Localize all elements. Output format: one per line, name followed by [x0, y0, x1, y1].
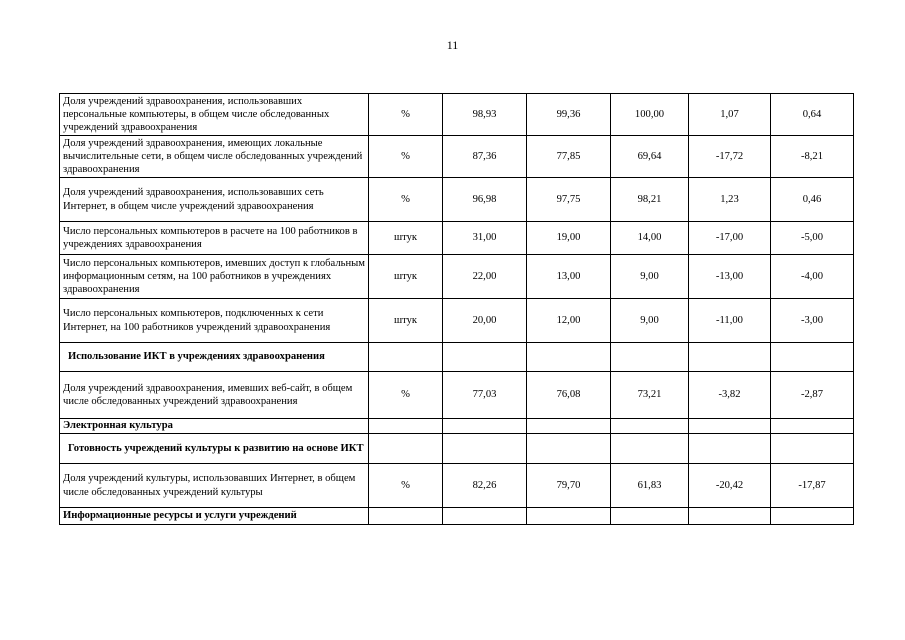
value-cell: 20,00 — [443, 299, 527, 343]
change-cell: 0,64 — [771, 94, 854, 136]
value-cell: 96,98 — [443, 178, 527, 222]
change-cell: 0,46 — [771, 178, 854, 222]
value-cell: 82,26 — [443, 464, 527, 508]
table-row — [60, 136, 854, 178]
change-cell: -4,00 — [771, 255, 854, 299]
value-cell — [611, 434, 689, 464]
change-cell: -17,72 — [689, 136, 771, 178]
value-cell: 77,03 — [443, 372, 527, 419]
change-cell: -3,00 — [771, 299, 854, 343]
value-cell: 98,21 — [611, 178, 689, 222]
value-cell — [527, 434, 611, 464]
value-cell: 12,00 — [527, 299, 611, 343]
value-cell: 79,70 — [527, 464, 611, 508]
unit-cell: % — [369, 372, 443, 419]
change-cell — [689, 419, 771, 434]
table-row — [60, 372, 854, 419]
change-cell: -3,82 — [689, 372, 771, 419]
value-cell: 69,64 — [611, 136, 689, 178]
unit-cell: штук — [369, 222, 443, 255]
change-cell — [771, 508, 854, 525]
value-cell: 22,00 — [443, 255, 527, 299]
value-cell: 100,00 — [611, 94, 689, 136]
indicator-cell: Доля учреждений здравоохранения, использовавших сеть Интернет, в общем числе учреждений здравоохранения — [60, 178, 369, 222]
section-heading: Готовность учреждений культуры к развитию на основе ИКТ — [60, 434, 369, 464]
value-cell: 9,00 — [611, 299, 689, 343]
unit-cell: % — [369, 464, 443, 508]
change-cell: -2,87 — [771, 372, 854, 419]
change-cell: 1,07 — [689, 94, 771, 136]
indicator-cell: Доля учреждений здравоохранения, имевших веб-сайт, в общем числе обследованных учреждений здравоохранения — [60, 372, 369, 419]
section-heading: Электронная культура — [60, 419, 369, 434]
table-row — [60, 178, 854, 222]
value-cell — [611, 508, 689, 525]
value-cell: 98,93 — [443, 94, 527, 136]
change-cell — [689, 434, 771, 464]
table-row — [60, 94, 854, 136]
value-cell: 76,08 — [527, 372, 611, 419]
value-cell: 9,00 — [611, 255, 689, 299]
unit-cell — [369, 508, 443, 525]
change-cell — [771, 343, 854, 372]
change-cell — [689, 343, 771, 372]
value-cell — [611, 343, 689, 372]
indicator-cell: Число персональных компьютеров, подключенных к сети Интернет, на 100 работников учреждений здравоохранения — [60, 299, 369, 343]
indicator-cell: Число персональных компьютеров, имевших доступ к глобальным информационным сетям, на 100 работников в учреждениях здравоохранения — [60, 255, 369, 299]
section-row — [60, 434, 854, 464]
table-row — [60, 222, 854, 255]
value-cell — [527, 343, 611, 372]
value-cell: 19,00 — [527, 222, 611, 255]
section-row — [60, 419, 854, 434]
indicator-cell: Доля учреждений здравоохранения, имеющих локальные вычислительные сети, в общем числе обследованных учреждений здравоохранения — [60, 136, 369, 178]
change-cell: -11,00 — [689, 299, 771, 343]
change-cell: -17,00 — [689, 222, 771, 255]
change-cell: 1,23 — [689, 178, 771, 222]
section-heading: Использование ИКТ в учреждениях здравоохранения — [60, 343, 369, 372]
value-cell: 97,75 — [527, 178, 611, 222]
value-cell: 99,36 — [527, 94, 611, 136]
page-number: 11 — [446, 38, 459, 52]
section-row — [60, 508, 854, 525]
unit-cell: штук — [369, 255, 443, 299]
value-cell — [443, 434, 527, 464]
unit-cell — [369, 434, 443, 464]
unit-cell: штук — [369, 299, 443, 343]
change-cell: -20,42 — [689, 464, 771, 508]
value-cell: 13,00 — [527, 255, 611, 299]
indicator-cell: Число персональных компьютеров в расчете на 100 работников в учреждениях здравоохранения — [60, 222, 369, 255]
value-cell: 31,00 — [443, 222, 527, 255]
unit-cell: % — [369, 178, 443, 222]
value-cell: 77,85 — [527, 136, 611, 178]
unit-cell — [369, 419, 443, 434]
value-cell — [443, 419, 527, 434]
value-cell — [443, 343, 527, 372]
value-cell — [443, 508, 527, 525]
change-cell — [771, 419, 854, 434]
value-cell: 14,00 — [611, 222, 689, 255]
section-row — [60, 343, 854, 372]
value-cell: 87,36 — [443, 136, 527, 178]
value-cell: 73,21 — [611, 372, 689, 419]
unit-cell — [369, 343, 443, 372]
indicator-cell: Доля учреждений здравоохранения, использовавших персональные компьютеры, в общем числе обследованных учреждений здравоохранения — [60, 94, 369, 136]
change-cell: -13,00 — [689, 255, 771, 299]
value-cell — [527, 419, 611, 434]
table-row — [60, 299, 854, 343]
change-cell: -5,00 — [771, 222, 854, 255]
table-row — [60, 255, 854, 299]
change-cell: -17,87 — [771, 464, 854, 508]
section-heading: Информационные ресурсы и услуги учреждений — [60, 508, 369, 525]
change-cell — [771, 434, 854, 464]
change-cell — [689, 508, 771, 525]
indicator-cell: Доля учреждений культуры, использовавших Интернет, в общем числе обследованных учреждений культуры — [60, 464, 369, 508]
unit-cell: % — [369, 136, 443, 178]
value-cell — [611, 419, 689, 434]
change-cell: -8,21 — [771, 136, 854, 178]
table-row — [60, 464, 854, 508]
unit-cell: % — [369, 94, 443, 136]
value-cell: 61,83 — [611, 464, 689, 508]
statistics-table — [59, 93, 854, 525]
value-cell — [527, 508, 611, 525]
